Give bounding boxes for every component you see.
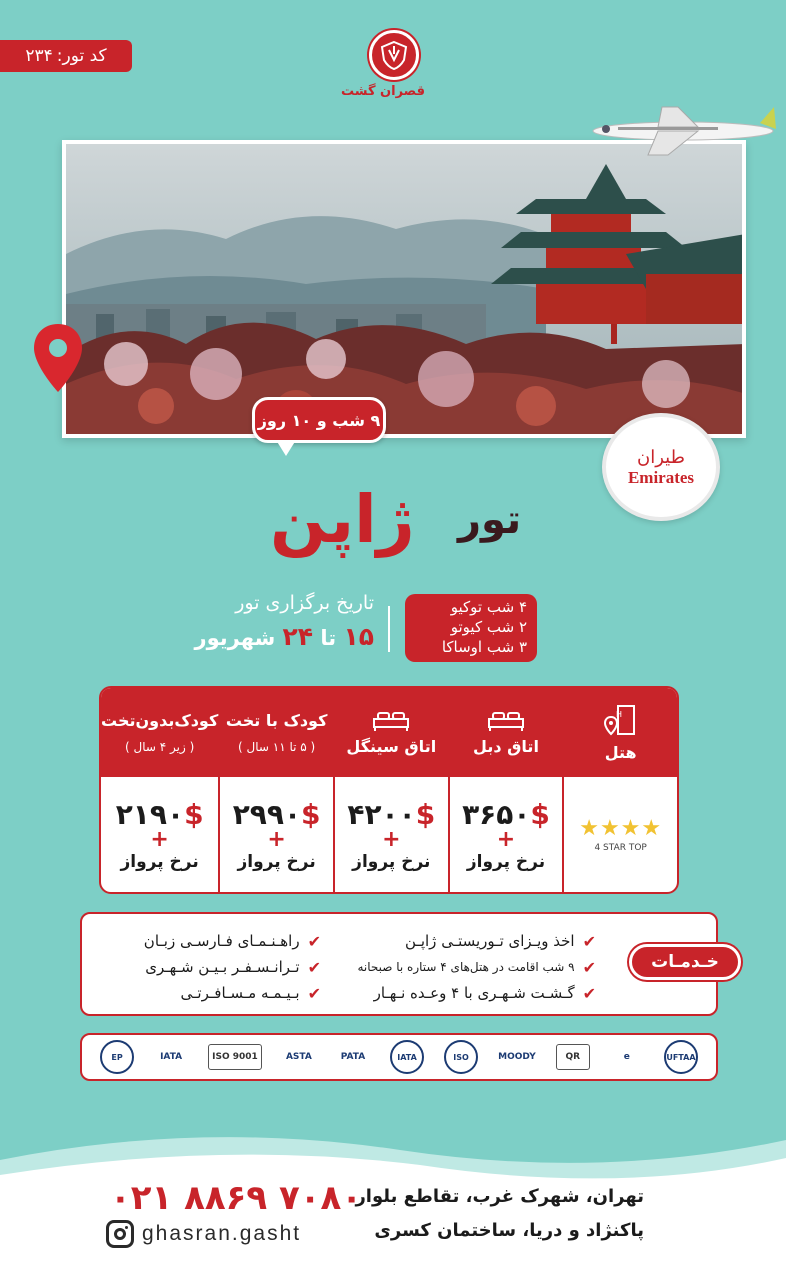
column-body [335, 777, 448, 892]
date-from: ۱۵ [343, 622, 374, 651]
price [116, 798, 204, 831]
plus-sign: + [267, 826, 286, 852]
shield-logo-icon [369, 30, 419, 80]
itinerary-item: ۲ شب کیوتو [450, 618, 527, 636]
column-body [450, 777, 563, 892]
column-title: اتاق سینگل [346, 737, 437, 756]
column-hotel [564, 688, 677, 892]
check-icon: ✔ [582, 983, 596, 1003]
column-child-with-bed [220, 688, 335, 892]
divider [388, 606, 390, 652]
date-month: شهریور [194, 626, 276, 650]
price-value: ۳۶۵۰ [462, 797, 531, 831]
japan-pagoda-illustration [66, 144, 746, 438]
dates-range [194, 622, 374, 651]
itinerary-item: ۴ شب توکیو [450, 598, 527, 616]
title-prefix: تور [458, 497, 522, 543]
service-text: بـیـمـه مـسـافـرتـی [180, 984, 300, 1002]
column-child-no-bed [101, 688, 220, 892]
svg-text:H: H [615, 710, 622, 719]
accreditation-badges [80, 1033, 718, 1081]
currency: $ [184, 797, 204, 831]
airline-name: Emirates [627, 467, 695, 487]
star-label: 4 STAR TOP [594, 843, 647, 853]
badge-qr-icon: QR [556, 1044, 590, 1070]
tour-dates [194, 592, 374, 651]
service-item [357, 928, 596, 954]
tour-title [270, 475, 550, 575]
badge-moody-icon: MOODY [498, 1052, 536, 1062]
airline-arabic-name: طيران [637, 446, 685, 468]
itinerary-item: ۳ شب اوساکا [441, 638, 527, 656]
currency: $ [415, 797, 436, 831]
column-body [220, 777, 333, 892]
column-body [101, 777, 218, 892]
column-title: کودک‌بدون‌تخت [101, 711, 219, 730]
badge-iso-icon: ISO [444, 1040, 478, 1074]
plus-sign: + [496, 826, 516, 852]
service-text: ۹ شب اقامت در هتل‌های ۴ ستاره با صبحانه [357, 960, 575, 974]
column-body [564, 777, 677, 892]
title-destination: ژاپن [270, 481, 415, 558]
duration-badge: ۹ شب و ۱۰ روز [252, 397, 386, 443]
badge-ep-icon: EP [100, 1040, 134, 1074]
column-title: اتاق دبل [473, 737, 539, 756]
service-text: گـشـت شـهـری با ۴ وعـده نـهـار [373, 984, 575, 1002]
service-text: تـرانـسـفـر بـیـن شـهـری [145, 958, 300, 976]
airline-logo [602, 413, 720, 521]
price-value: ۴۲۰۰ [347, 797, 416, 831]
services-column [144, 928, 321, 1006]
flight-fare-label: نرخ پرواز [237, 851, 316, 872]
service-item [144, 954, 321, 980]
check-icon: ✔ [307, 957, 321, 977]
column-header [564, 688, 677, 777]
instagram-handle[interactable] [106, 1220, 301, 1248]
badge-iata-round-icon: IATA [390, 1040, 424, 1074]
service-item [357, 954, 596, 980]
instagram-text: ghasran.gasht [142, 1222, 302, 1245]
badge-enamad-icon: e [623, 1052, 630, 1062]
column-header [335, 688, 448, 777]
column-header [101, 688, 218, 777]
dates-label: تاریخ برگزاری تور [235, 592, 374, 614]
hero-image [62, 140, 746, 438]
date-to: ۲۴ [282, 622, 314, 651]
check-icon: ✔ [582, 931, 596, 951]
check-icon: ✔ [307, 931, 321, 951]
service-item [357, 980, 596, 1006]
hotel-building-icon [604, 703, 638, 737]
bed-icon [487, 709, 525, 731]
column-header [220, 688, 333, 777]
tour-code-tab [0, 40, 132, 72]
badge-iso9001-icon: ISO 9001 [208, 1044, 262, 1070]
star-rating-icon: ★★★★ [579, 816, 663, 841]
services-label: خـدمـات [629, 944, 741, 980]
price-value: ۲۱۹۰ [115, 797, 185, 831]
date-to-word: تا [320, 626, 337, 650]
plus-sign: + [382, 826, 401, 852]
service-text: اخذ ویـزای تـوریستـی ژاپـن [405, 932, 575, 950]
service-text: راهـنـمـای فـارسـی زبـان [143, 932, 300, 950]
price-table [99, 686, 679, 894]
price [462, 798, 550, 831]
location-pin-icon [32, 322, 84, 394]
currency: $ [530, 797, 550, 831]
column-single-room [335, 688, 450, 892]
currency: $ [301, 797, 321, 831]
address [344, 1180, 644, 1248]
service-item [144, 980, 321, 1006]
tour-code-label: کد تور: [56, 46, 107, 66]
bed-icon [372, 709, 410, 731]
column-title: هتل [604, 743, 637, 762]
check-icon: ✔ [307, 983, 321, 1003]
column-double-room [450, 688, 565, 892]
brand-logo[interactable] [340, 30, 425, 99]
price-value: ۲۹۹۰ [232, 797, 302, 831]
column-title: کودک با تخت [225, 711, 328, 730]
column-subtitle: ( زیر ۴ سال ) [125, 740, 195, 754]
plus-sign: + [150, 826, 169, 852]
tour-code-value: ۲۳۴ [25, 46, 53, 66]
airplane-icon [588, 105, 778, 157]
phone-number[interactable]: ۰۲۱ ۸۸۶۹ ۷۰۸۰ [110, 1178, 362, 1218]
column-header [450, 688, 563, 777]
price [233, 798, 321, 831]
column-subtitle: ( ۵ تا ۱۱ سال ) [238, 740, 316, 754]
itinerary-box [405, 594, 537, 662]
flight-fare-label: نرخ پرواز [120, 851, 199, 872]
address-line: تهران، شهرک غرب، تقاطع بلوار [355, 1186, 644, 1207]
services-box [80, 912, 718, 1016]
instagram-icon [106, 1220, 134, 1248]
address-line: پاکنژاد و دریا، ساختمان کسری [374, 1220, 644, 1241]
flight-fare-label: نرخ پرواز [352, 851, 431, 872]
services-column [357, 928, 596, 1006]
badge-asta-icon: ASTA [285, 1052, 312, 1062]
check-icon: ✔ [582, 957, 596, 977]
price [347, 798, 435, 831]
badge-uftaa-icon: UFTAA [664, 1040, 698, 1074]
badge-iata-icon: IATA [160, 1052, 183, 1062]
brand-name: قصران گشت [340, 84, 425, 99]
bubble-tail [276, 440, 296, 456]
service-item [144, 928, 321, 954]
flight-fare-label: نرخ پرواز [466, 851, 546, 872]
badge-pata-icon: PATA [340, 1052, 366, 1062]
